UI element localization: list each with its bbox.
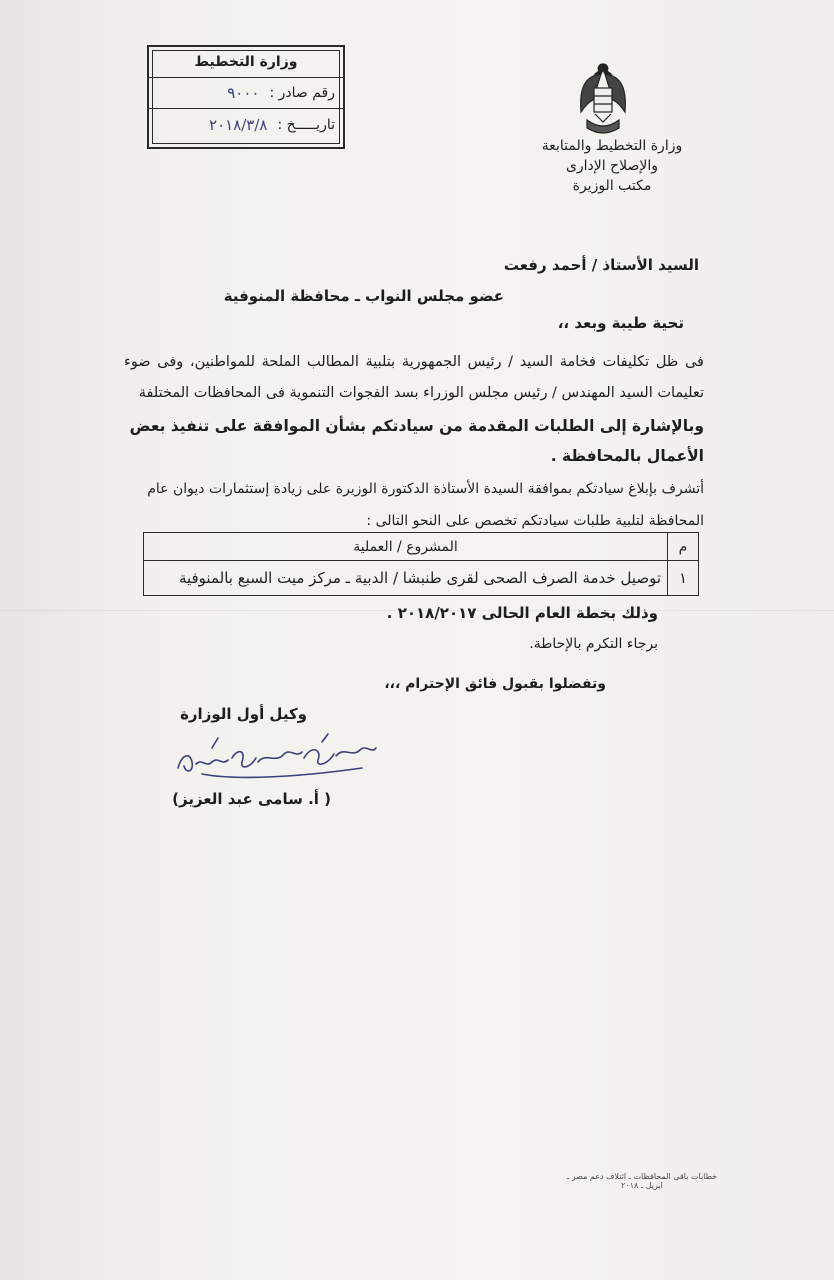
project-table (143, 532, 699, 596)
closing-line: وتفضلوا بقبول فائق الإحترام ،،، (384, 676, 606, 692)
issued-number-value: ٩٠٠٠ (227, 84, 260, 102)
date-label: تاريـــــخ : (277, 116, 335, 133)
hope-line: برجاء التكرم بالإحاطة. (529, 636, 658, 652)
plan-line: وذلك بخطة العام الحالى ٢٠١٨/٢٠١٧ . (386, 604, 658, 622)
addressee-title: عضو مجلس النواب ـ محافظة المنوفية (223, 287, 504, 305)
greeting: تحية طيبة وبعد ،، (557, 314, 684, 332)
signatory-name: ( أ. سامى عبد العزيز) (172, 790, 331, 808)
ministry-header (520, 136, 704, 196)
row-number: ١ (668, 561, 699, 596)
footer-note: خطابات باقى المحافظات ـ ائتلاف دعم مصر ـ ابريل ـ ٢٠١٨ (566, 1172, 718, 1190)
ministry-line-2: والإصلاح الإدارى (565, 158, 659, 174)
eagle-emblem-icon (575, 58, 631, 138)
ministry-line-1: وزارة التخطيط والمتابعة (541, 138, 683, 154)
reference-box (147, 45, 345, 149)
column-header-project: المشروع / العملية (144, 533, 668, 561)
addressee: السيد الأستاذ / أحمد رفعت (503, 256, 699, 274)
paragraph-2: وبالإشارة إلى الطلبات المقدمة من سيادتكم بشأن الموافقة على تنفيذ بعض الأعمال بالمحافظة . (129, 417, 704, 465)
reference-ministry: وزارة التخطيط (149, 47, 343, 78)
date-value: ٢٠١٨/٣/٨ (209, 115, 268, 134)
signatory-title: وكيل أول الوزارة (180, 705, 307, 723)
ministry-line-3: مكتب الوزيرة (572, 178, 652, 194)
column-header-number: م (668, 533, 699, 561)
table-header-row (144, 533, 699, 561)
paragraph-1: فى ظل تكليفات فخامة السيد / رئيس الجمهورية بتلبية المطالب الملحة للمواطنين، وفى ضوء تعليمات السيد المهندس / رئيس مجلس الوزراء بسد الفجوات التنموية فى المحافظات المختلفة (124, 354, 704, 401)
issued-number-label: رقم صادر : (269, 85, 335, 101)
row-project: توصيل خدمة الصرف الصحى لقرى طنبشا / الدبية ـ مركز ميت السبع بالمنوفية (144, 561, 668, 596)
handwritten-signature (172, 728, 382, 784)
table-row (144, 561, 699, 596)
paragraph-3: أتشرف بإبلاغ سيادتكم بموافقة السيدة الأستاذة الدكتورة الوزيرة على زيادة إستثمارات ديوان عام المحافظة لتلبية طلبات سيادتكم تخصص على النحو التالى : (147, 481, 704, 529)
reference-box-inner-border (152, 50, 340, 144)
